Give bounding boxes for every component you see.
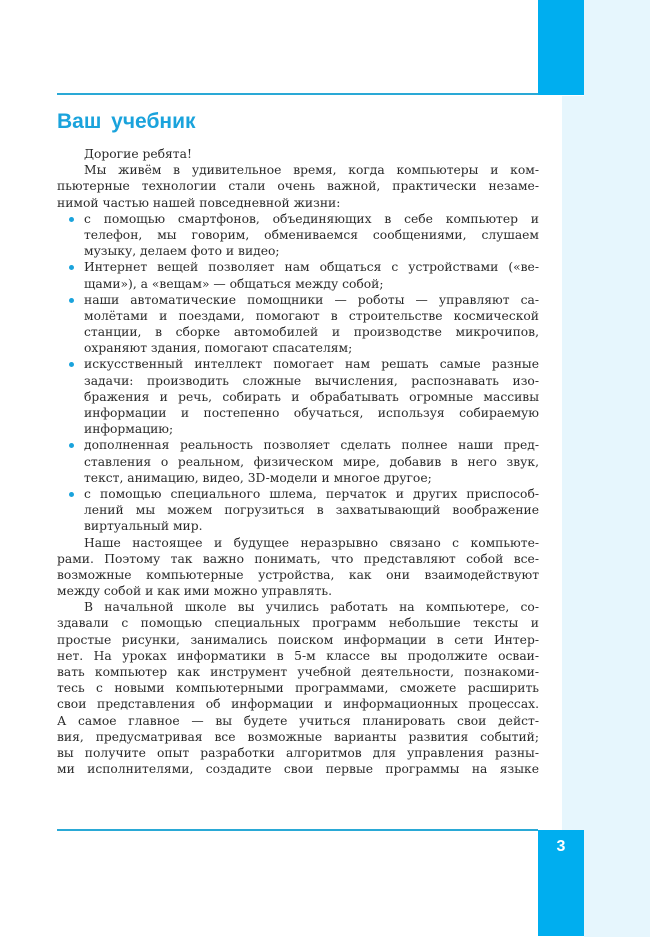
body-text — [57, 146, 539, 777]
paragraph-line: Наше настоящее и будущее неразрывно связано с компьюте- — [84, 535, 539, 550]
bullet-item-line: наши автоматические помощники — роботы — управляют са- — [57, 292, 539, 308]
greeting-line: Дорогие ребята! — [84, 147, 192, 161]
bullet-icon — [69, 443, 74, 448]
paragraph-line: свои представления об информации и информационных процессах. — [57, 697, 539, 712]
paragraph-line: вать компьютер как инструмент учебной деятельности, познакоми- — [57, 665, 539, 679]
paragraph-line: А самое главное — вы будете учиться планировать свои дейст- — [57, 713, 539, 728]
page-margin-inner-strip — [562, 96, 584, 830]
bullet-item-line: лений мы можем погрузиться в захватывающий воображение — [84, 503, 539, 518]
bullet-item-line: с помощью специального шлема, перчаток и других приспособ- — [57, 486, 539, 502]
paragraph-line: простые рисунки, занимались поиском информации в сети Интер- — [57, 632, 539, 647]
bullet-item-line: бражения и речь, собирать и обрабатывать огромные массивы — [84, 389, 539, 404]
bullet-item-line: информации и постепенно обучаться, используя собираемую — [84, 406, 539, 420]
header-rule — [57, 93, 538, 95]
paragraph-line: вы получите опыт разработки алгоритмов для управления разны- — [57, 745, 539, 760]
paragraph-line: пьютерные технологии стали очень важной, практически незаме- — [57, 179, 539, 194]
footer-rule — [57, 829, 538, 831]
section-title: Ваш учебник — [57, 110, 196, 133]
bullet-item-line: текст, анимацию, видео, 3D-модели и многое другое; — [84, 470, 432, 485]
bullet-item-line: телефон, мы говорим, обмениваемся сообщениями, слушаем — [84, 227, 539, 242]
paragraph-line: нет. На уроках информатики в 5-м классе вы продолжите осваи- — [57, 648, 539, 663]
paragraph-line: В начальной школе вы учились работать на компьютере, со- — [84, 600, 539, 615]
paragraph-line: возможные компьютерные устройства, как они взаимодействуют — [57, 567, 539, 582]
paragraph-line: Мы живём в удивительное время, когда компьютеры и ком- — [84, 163, 539, 178]
paragraph-line: нимой частью нашей повседневной жизни: — [57, 195, 341, 210]
bullet-item-line: виртуальный мир. — [84, 519, 203, 534]
bullet-icon — [69, 298, 74, 303]
bullet-item-line: искусственный интеллект помогает нам решать самые разные — [57, 356, 539, 372]
top-color-tab — [538, 0, 584, 95]
bullet-item-line: Интернет вещей позволяет нам общаться с устройствами («ве- — [57, 259, 539, 275]
bullet-item-line: охраняют здания, помогают спасателям; — [84, 341, 353, 356]
bullet-item-line: с помощью смартфонов, объединяющих в себе компьютер и — [57, 211, 539, 227]
bullet-item-line: щами»), а «вещам» — общаться между собой; — [84, 276, 384, 291]
bullet-item-line: ставления о реальном, физическом мире, добавив в него звук, — [84, 454, 539, 469]
bullet-icon — [69, 362, 74, 367]
bullet-icon — [69, 265, 74, 270]
paragraph-line: ми исполнителями, создадите свои первые программы на языке — [57, 762, 539, 777]
bullet-icon — [69, 492, 74, 497]
bullet-item-line: задачи: производить сложные вычисления, распознавать изо- — [84, 373, 539, 388]
paragraph-line: вия, предусматривая все возможные варианты развития событий; — [57, 729, 539, 744]
paragraph-line: здавали с помощью специальных программ небольшие тексты и — [57, 616, 539, 631]
page-margin-strip — [584, 0, 650, 937]
paragraph-line: рами. Поэтому так важно понимать, что представляют собой все- — [57, 551, 539, 566]
paragraph-line: тесь с новыми компьютерными программами, сможете расширить — [57, 681, 539, 696]
bullet-item-line: молётами и поездами, помогают в строительстве космической — [84, 308, 539, 323]
bullet-item-line: станции, в сборке автомобилей и производстве микрочипов, — [84, 325, 539, 340]
paragraph-line: между собой и как ими можно управлять. — [57, 584, 332, 599]
bullet-item-line: дополненная реальность позволяет сделать полнее наши пред- — [57, 437, 539, 453]
page-number: 3 — [556, 838, 566, 855]
bullet-icon — [69, 217, 74, 222]
bullet-item-line: информацию; — [84, 422, 174, 437]
bullet-item-line: музыку, делаем фото и видео; — [84, 244, 280, 259]
